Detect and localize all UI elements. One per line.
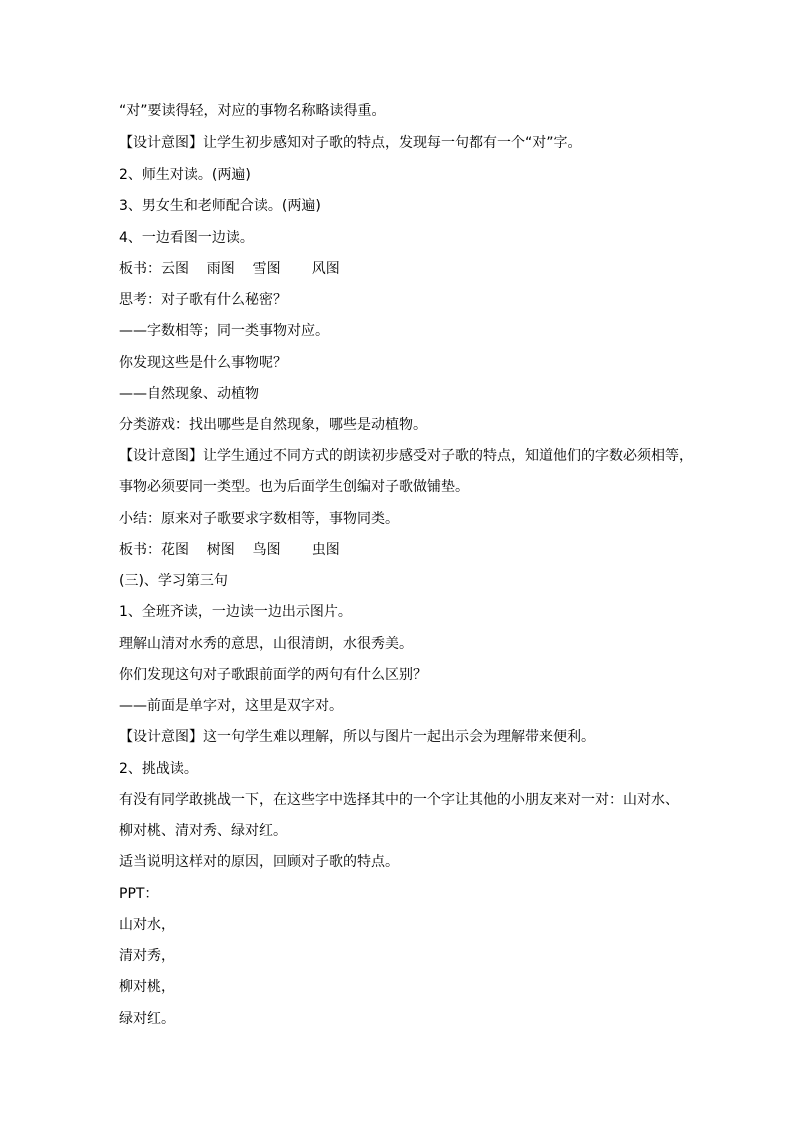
text-line: 柳对桃， [119,979,175,995]
text-line: 清对秀， [119,948,175,964]
text-line: ——前面是单字对，这里是双字对。 [119,698,343,714]
text-line: 4、一边看图一边读。 [119,230,254,246]
text-line: 适当说明这样对的原因，回顾对子歌的特点。 [119,854,399,870]
text-line: 你发现这些是什么事物呢？ [119,355,287,371]
text-line: 理解山清对水秀的意思，山很清朗，水很秀美。 [119,636,413,652]
text-line: 3、男女生和老师配合读。(两遍) [119,198,321,214]
text-line: 2、师生对读。(两遍) [119,167,251,183]
text-line: 2、挑战读。 [119,761,198,777]
text-line: 【设计意图】让学生初步感知对子歌的特点，发现每一句都有一个“对”字。 [119,135,582,151]
text-line: 山对水， [119,917,175,933]
text-line: 板书：花图 树图 鸟图 虫图 [119,542,340,558]
text-line: 事物必须要同一类型。也为后面学生创编对子歌做铺垫。 [119,479,469,495]
text-line: 柳对桃、清对秀、绿对红。 [119,823,287,839]
text-line: 绿对红。 [119,1011,175,1027]
text-line: ——自然现象、动植物 [119,386,259,402]
text-line: 板书：云图 雨图 雪图 风图 [119,261,340,277]
text-line: 有没有同学敢挑战一下，在这些字中选择其中的一个字让其他的小朋友来对一对：山对水、 [119,792,679,808]
text-line: 小结：原来对子歌要求字数相等，事物同类。 [119,511,399,527]
text-line: 思考：对子歌有什么秘密？ [119,292,287,308]
text-line: “对”要读得轻，对应的事物名称略读得重。 [119,103,386,119]
text-line: 分类游戏：找出哪些是自然现象，哪些是动植物。 [119,417,427,433]
section-heading: (三)、学习第三句 [119,573,228,589]
text-line: 1、全班齐读，一边读一边出示图片。 [119,604,352,620]
text-line: PPT： [119,886,159,902]
text-line: ——字数相等；同一类事物对应。 [119,323,329,339]
text-line: 你们发现这句对子歌跟前面学的两句有什么区别？ [119,667,427,683]
text-line: 【设计意图】这一句学生难以理解，所以与图片一起出示会为理解带来便利。 [119,729,595,745]
text-line: 【设计意图】让学生通过不同方式的朗读初步感受对子歌的特点，知道他们的字数必须相等， [119,448,693,464]
